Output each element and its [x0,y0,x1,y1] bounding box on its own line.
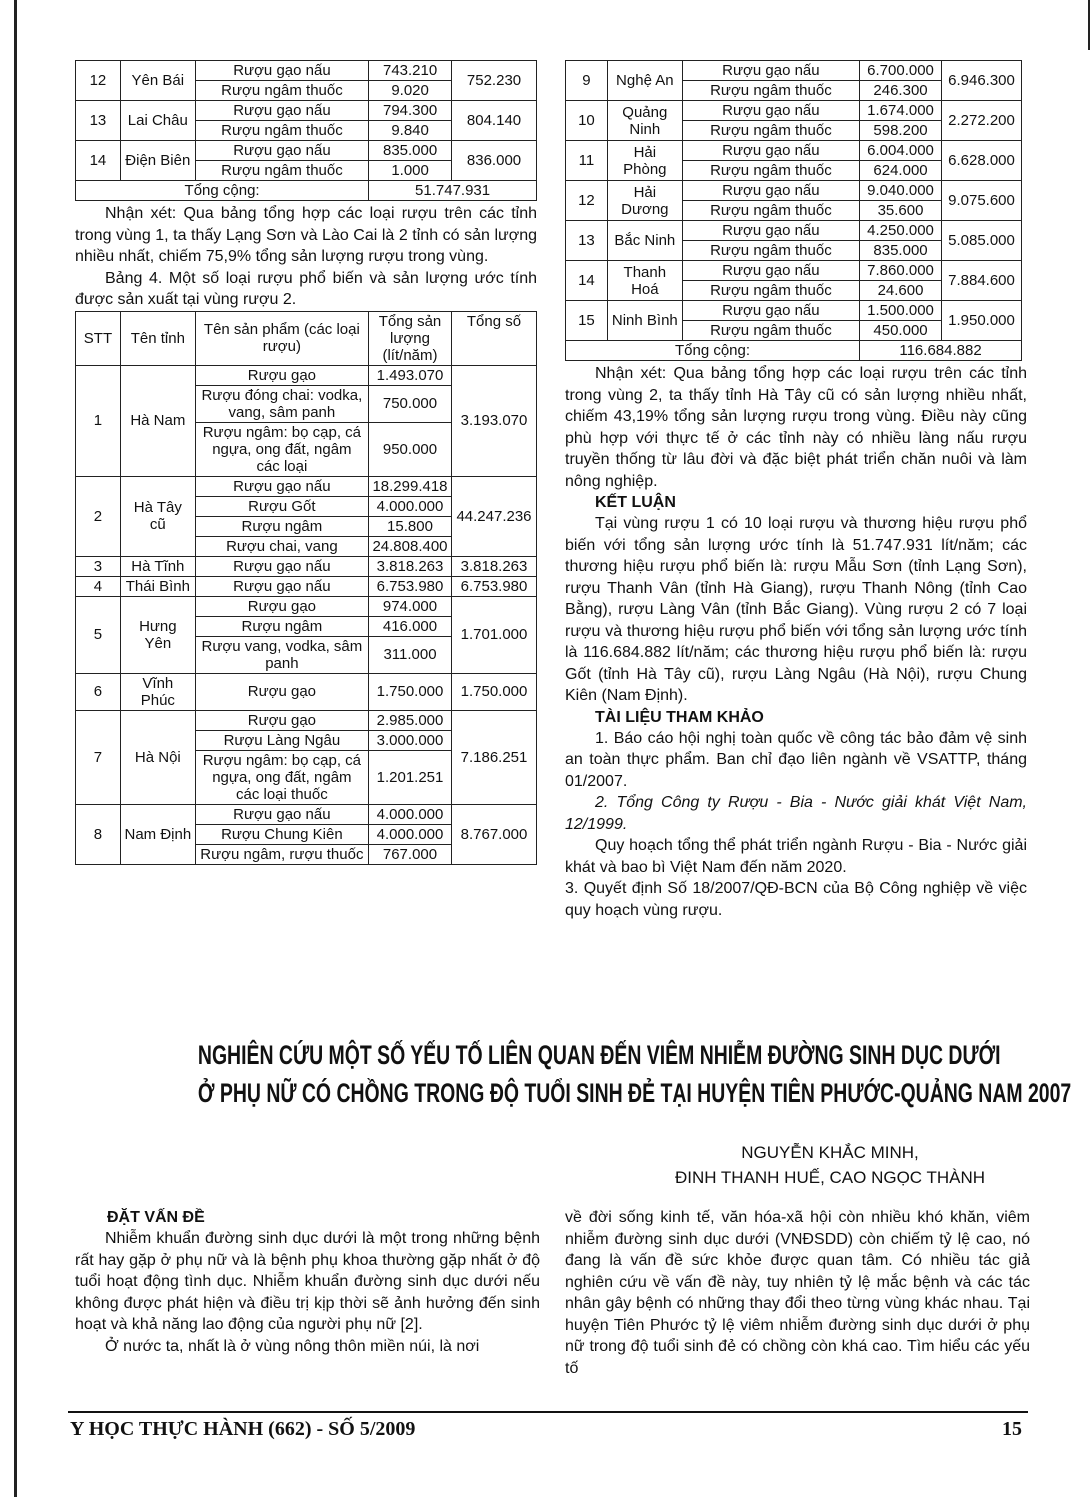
volume-cell: 311.000 [369,636,452,673]
province-cell: Bắc Ninh [607,221,682,261]
total-cell: 9.075.600 [942,181,1022,221]
table-4-continuation [565,60,1022,361]
product-cell: Rượu gạo [195,365,368,385]
stt-cell: 6 [76,673,121,710]
volume-cell: 7.860.000 [860,261,942,281]
table-row [76,576,537,596]
product-cell: Rượu ngâm thuốc [682,201,859,221]
table-row [76,710,537,730]
total-cell: 3.818.263 [451,556,536,576]
product-cell: Rượu Làng Ngâu [195,730,368,750]
stt-cell: 3 [76,556,121,576]
product-cell: Rượu Chung Kiên [195,824,368,844]
article-left-column [75,1207,540,1357]
intro-paragraph-2: Ở nước ta, nhất là ở vùng nông thôn miền núi, là nơi [105,1337,480,1355]
total-cell: 6.946.300 [942,61,1022,101]
stt-cell: 9 [566,61,608,101]
volume-cell: 950.000 [369,422,452,476]
product-cell: Rượu Gốt [195,496,368,516]
header-province: Tên tỉnh [120,311,195,365]
total-cell: 7.186.251 [451,710,536,804]
comment-region-1: Nhận xét: Qua bảng tổng hợp các loại rượu trên các tỉnh trong vùng 1, ta thấy Lạng Sơn và Lào Cai là 2 tỉnh có sản lượng nhiều nhất, chiếm 75,9% tổng sản lượng rượu trong vùng. [75,205,537,265]
volume-cell: 4.000.000 [369,804,452,824]
province-cell: Nghệ An [607,61,682,101]
table-row [566,101,1022,121]
scan-edge-left [14,0,17,1497]
intro-paragraph-2-continued: về đời sống kinh tế, văn hóa-xã hội còn nhiều khó khăn, viêm nhiễm đường sinh dục dưới (VNĐSDD) còn chiếm tỷ lệ cao, nó đang là vấn đề sức khỏe được quan tâm. Có nhiều tác giả nghiên cứu về vấn đề này, tuy nhiên tỷ lệ mắc bệnh và các tác nhân gây bệnh có những thay đổi theo từng vùng khác nhau. Tại huyện Tiên Phước tỷ lệ viêm nhiễm đường sinh dục dưới ở phụ nữ trong độ tuổi sinh đẻ có chồng còn khá cao. Tìm hiểu các yếu tố [565,1209,1030,1377]
table-row [76,596,537,616]
volume-cell: 6.753.980 [369,576,452,596]
total-cell: 1.701.000 [451,596,536,673]
product-cell: Rượu gạo nấu [195,476,368,496]
stt-cell: 8 [76,804,121,864]
volume-cell: 9.040.000 [860,181,942,201]
conclusion-heading: KẾT LUẬN [595,494,676,511]
reference-item: 3. Quyết định Số 18/2007/QĐ-BCN của Bộ Công nghiệp về việc quy hoạch vùng rượu. [565,880,1027,919]
province-cell: Vĩnh Phúc [120,673,195,710]
product-cell: Rượu gạo nấu [682,61,859,81]
product-cell: Rượu ngâm [195,616,368,636]
total-cell: 6.753.980 [451,576,536,596]
product-cell: Rượu ngâm thuốc [195,161,368,181]
volume-cell: 1.493.070 [369,365,452,385]
product-cell: Rượu gạo nấu [682,101,859,121]
stt-cell: 4 [76,576,121,596]
product-cell: Rượu gạo nấu [682,221,859,241]
product-cell: Rượu ngâm thuốc [682,241,859,261]
volume-cell: 598.200 [860,121,942,141]
product-cell: Rượu vang, vodka, sâm panh [195,636,368,673]
table-row [76,476,537,496]
table-row [76,673,537,710]
comment-region-2: Nhận xét: Qua bảng tổng hợp các loại rượu trên các tỉnh trong vùng 2, ta thấy tỉnh Hà Tây cũ có sản lượng nhiều nhất, chiếm 43,19% tổng sản lượng rượu trong vùng. Điều này cũng phù hợp với thực tế ở các tỉnh này có nhiều làng nấu rượu truyền thống từ lâu đời và đặc biệt phát triển chăn nuôi và làm nông nghiệp. [565,365,1027,490]
province-cell: Hải Dương [607,181,682,221]
total-cell: 5.085.000 [942,221,1022,261]
total-cell: 6.628.000 [942,141,1022,181]
product-cell: Rượu gạo nấu [195,61,368,81]
header-product: Tên sản phẩm (các loại rượu) [195,311,368,365]
total-cell: 2.272.200 [942,101,1022,141]
volume-cell: 9.020 [369,81,452,101]
table-row [566,181,1022,201]
province-cell: Điện Biên [120,141,195,181]
volume-cell: 4.250.000 [860,221,942,241]
volume-cell: 1.000 [369,161,452,181]
grand-total-label: Tổng cộng: [76,181,369,201]
product-cell: Rượu ngâm [195,516,368,536]
product-cell: Rượu ngâm: bọ cạp, cá ngựa, ong đất, ngâm các loại thuốc [195,750,368,804]
total-cell: 44.247.236 [451,476,536,556]
table-row [566,221,1022,241]
stt-cell: 15 [566,301,608,341]
reference-item: 2. Tổng Công ty Rượu - Bia - Nước giải khát Việt Nam, 12/1999. [565,794,1027,833]
grand-total-row [566,341,1022,361]
stt-cell: 5 [76,596,121,673]
volume-cell: 4.000.000 [369,824,452,844]
product-cell: Rượu ngâm thuốc [682,121,859,141]
volume-cell: 9.840 [369,121,452,141]
total-cell: 1.750.000 [451,673,536,710]
table-row [76,804,537,824]
volume-cell: 974.000 [369,596,452,616]
volume-cell: 6.700.000 [860,61,942,81]
product-cell: Rượu gạo nấu [682,301,859,321]
product-cell: Rượu ngâm thuốc [195,121,368,141]
total-cell: 836.000 [452,141,537,181]
table-3-continuation [75,60,537,201]
province-cell: Quảng Ninh [607,101,682,141]
volume-cell: 1.674.000 [860,101,942,121]
province-cell: Hà Nội [120,710,195,804]
stt-cell: 14 [566,261,608,301]
volume-cell: 416.000 [369,616,452,636]
article-title-line-2: Ở PHỤ NỮ CÓ CHỒNG TRONG ĐỘ TUỔI SINH ĐẺ TẠI HUYỆN TIÊN PHƯỚC-QUẢNG NAM 2007 [197,1078,1072,1108]
volume-cell: 18.299.418 [369,476,452,496]
table-row [76,141,537,161]
product-cell: Rượu đóng chai: vodka, vang, sâm panh [195,385,368,422]
product-cell: Rượu gạo [195,710,368,730]
table-row [566,261,1022,281]
volume-cell: 624.000 [860,161,942,181]
volume-cell: 24.600 [860,281,942,301]
province-cell: Hà Tĩnh [120,556,195,576]
volume-cell: 450.000 [860,321,942,341]
volume-cell: 1.750.000 [369,673,452,710]
province-cell: Nam Định [120,804,195,864]
stt-cell: 14 [76,141,121,181]
volume-cell: 3.818.263 [369,556,452,576]
product-cell: Rượu ngâm: bọ cạp, cá ngựa, ong đất, ngâm các loại [195,422,368,476]
province-cell: Hà Tây cũ [120,476,195,556]
volume-cell: 246.300 [860,81,942,101]
stt-cell: 13 [76,101,121,141]
province-cell: Hà Nam [120,365,195,476]
product-cell: Rượu chai, vang [195,536,368,556]
reference-item: 1. Báo cáo hội nghị toàn quốc về công tác bảo đảm vệ sinh an toàn thực phẩm. Ban chỉ đạo liên ngành về VSATTP, tháng 01/2007. [565,729,1027,790]
stt-cell: 10 [566,101,608,141]
product-cell: Rượu gạo [195,673,368,710]
product-cell: Rượu gạo nấu [682,141,859,161]
authors-line-1: NGUYỄN KHẮC MINH, [741,1143,919,1162]
volume-cell: 3.000.000 [369,730,452,750]
table-header-row [76,311,537,365]
province-cell: Ninh Bình [607,301,682,341]
volume-cell: 15.800 [369,516,452,536]
page-number: 15 [1002,1418,1022,1440]
grand-total-label: Tổng cộng: [566,341,860,361]
header-volume: Tổng sản lượng (lít/năm) [369,311,452,365]
table-row [76,556,537,576]
volume-cell: 2.985.000 [369,710,452,730]
province-cell: Hưng Yên [120,596,195,673]
left-column [75,60,537,865]
product-cell: Rượu ngâm thuốc [682,161,859,181]
product-cell: Rượu gạo nấu [195,101,368,121]
total-cell: 752.230 [452,61,537,101]
product-cell: Rượu gạo [195,596,368,616]
section-heading: ĐẶT VẤN ĐỀ [107,1209,205,1226]
province-cell: Yên Bái [120,61,195,101]
product-cell: Rượu ngâm, rượu thuốc [195,844,368,864]
stt-cell: 12 [566,181,608,221]
table-row [566,61,1022,81]
product-cell: Rượu gạo nấu [195,141,368,161]
header-stt: STT [76,311,121,365]
volume-cell: 750.000 [369,385,452,422]
volume-cell: 6.004.000 [860,141,942,161]
province-cell: Thanh Hoá [607,261,682,301]
journal-name: Y HỌC THỰC HÀNH (662) - SỐ 5/2009 [70,1418,416,1440]
product-cell: Rượu gạo nấu [682,181,859,201]
stt-cell: 11 [566,141,608,181]
table-row [76,101,537,121]
volume-cell: 1.500.000 [860,301,942,321]
volume-cell: 835.000 [860,241,942,261]
volume-cell: 743.210 [369,61,452,81]
grand-total-value: 116.684.882 [860,341,1022,361]
province-cell: Thái Bình [120,576,195,596]
product-cell: Rượu ngâm thuốc [682,321,859,341]
volume-cell: 835.000 [369,141,452,161]
province-cell: Lai Châu [120,101,195,141]
table-row [566,141,1022,161]
volume-cell: 767.000 [369,844,452,864]
volume-cell: 794.300 [369,101,452,121]
table-row [76,61,537,81]
article-authors [640,1140,1020,1190]
footer-divider [68,1411,1028,1413]
grand-total-value: 51.747.931 [369,181,537,201]
volume-cell: 24.808.400 [369,536,452,556]
article-title [60,1036,1072,1112]
product-cell: Rượu gạo nấu [195,576,368,596]
stt-cell: 12 [76,61,121,101]
total-cell: 3.193.070 [451,365,536,476]
volume-cell: 1.201.251 [369,750,452,804]
product-cell: Rượu ngâm thuốc [682,81,859,101]
intro-paragraph-1: Nhiễm khuẩn đường sinh dục dưới là một trong những bệnh rất hay gặp ở phụ nữ và là bệnh phụ khoa thường gặp nhất ở độ tuổi hoạt động tình dục. Nhiễm khuẩn đường sinh dục dưới nếu không được phát hiện và điều trị kịp thời sẽ ảnh hưởng đến sinh hoạt và khả năng lao động của người phụ nữ [2]. [75,1230,540,1333]
references-heading: TÀI LIỆU THAM KHẢO [595,708,764,726]
table-4 [75,311,537,865]
product-cell: Rượu ngâm thuốc [195,81,368,101]
article-right-column [565,1207,1030,1379]
table-row [76,365,537,385]
stt-cell: 1 [76,365,121,476]
stt-cell: 13 [566,221,608,261]
grand-total-row [76,181,537,201]
stt-cell: 7 [76,710,121,804]
table-4-caption: Bảng 4. Một số loại rượu phổ biến và sản lượng ước tính được sản xuất tại vùng rượu 2. [75,269,537,308]
total-cell: 1.950.000 [942,301,1022,341]
article-title-line-1: NGHIÊN CỨU MỘT SỐ YẾU TỐ LIÊN QUAN ĐẾN VIÊM NHIỄM ĐƯỜNG SINH DỤC DƯỚI [197,1040,1001,1070]
conclusion-text: Tại vùng rượu 1 có 10 loại rượu và thương hiệu rượu phổ biến với tổng sản lượng ước tính là 51.747.931 lít/năm; các thương hiệu rượu phổ biến là: rượu Mẫu Sơn (tỉnh Lạng Sơn), rượu Thanh Vân (tỉnh Hà Giang), rượu Thanh Nông (tỉnh Cao Bằng), rượu Làng Vân (tỉnh Bắc Giang). Vùng rượu 2 có 7 loại rượu và thương hiệu rượu phổ biến với tổng sản lượng ước tính là 116.684.882 lít/năm; các thương hiệu rượu phổ biến là: rượu Gốt (tỉnh Hà Tây cũ), rượu Làng Ngâu (Hà Nội), rượu Chung Kiên (Nam Định). [565,515,1027,704]
product-cell: Rượu gạo nấu [195,556,368,576]
product-cell: Rượu gạo nấu [682,261,859,281]
total-cell: 7.884.600 [942,261,1022,301]
right-column [565,60,1027,921]
total-cell: 804.140 [452,101,537,141]
product-cell: Rượu gạo nấu [195,804,368,824]
volume-cell: 35.600 [860,201,942,221]
stt-cell: 2 [76,476,121,556]
header-total: Tổng số [451,311,536,365]
reference-item: Quy hoạch tổng thể phát triển ngành Rượu - Bia - Nước giải khát và bao bì Việt Nam đến năm 2020. [565,837,1027,876]
total-cell: 8.767.000 [451,804,536,864]
province-cell: Hải Phòng [607,141,682,181]
table-row [566,301,1022,321]
volume-cell: 4.000.000 [369,496,452,516]
product-cell: Rượu ngâm thuốc [682,281,859,301]
authors-line-2: ĐINH THANH HUẾ, CAO NGỌC THÀNH [674,1168,986,1187]
